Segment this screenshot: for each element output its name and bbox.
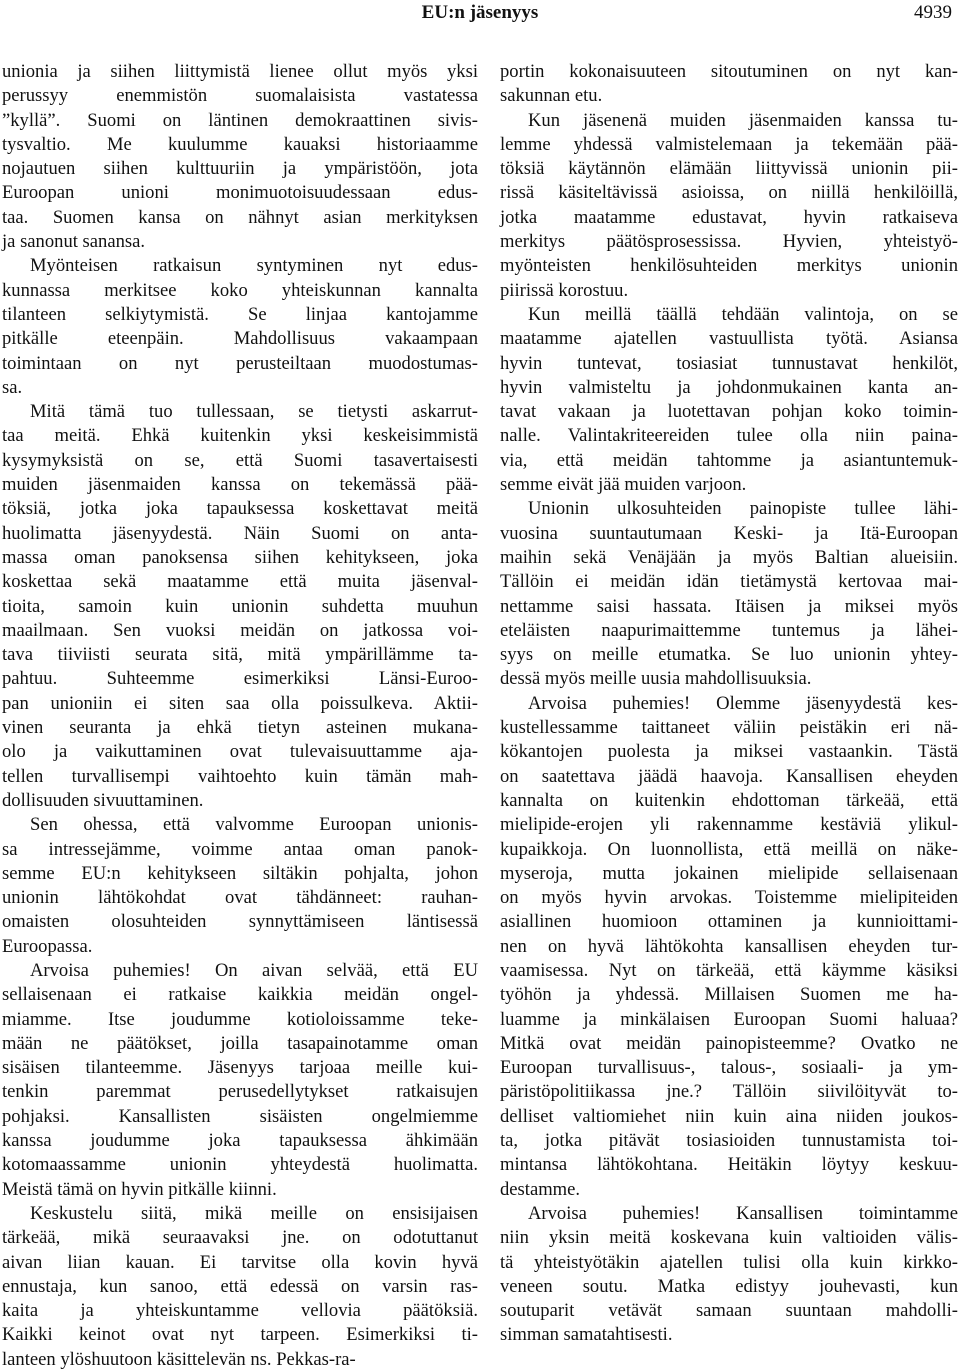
paragraph [2,60,478,254]
text-line: Unionin ulkosuhteiden painopiste tullee lähi- [528,498,958,520]
running-title: EU:n jäsenyys [421,2,539,23]
text-line: Mitä tämä tuo tullessaan, se tietysti askarrut- [30,401,478,423]
text-line: unionin lähtökohdat ovat tähdänneet: rauhan- [2,887,478,909]
text-line: Keskustelu siitä, mikä meille on ensisijaisen [30,1202,478,1224]
text-line: nettamme saisi hassata. Itäisen ja miksei myös [500,595,958,617]
text-line: nojautuen siihen kulttuuriin ja ympäristöön, jota [2,158,478,180]
text-line: kysymyksistä on se, että Suomi tasavertaisesti [2,449,478,471]
text-line: tellen turvallisempi vaihtoehto kuin tämän mah- [2,765,478,787]
text-line: tilanteen selkiytymistä. Se linjaa kantojamme [2,303,478,325]
text-line: Kaikki keinot ovat nyt tarpeen. Esimerkiksi ti- [2,1324,478,1346]
text-line: portin kokonaisuuteen sitoutuminen on nyt kan- [500,61,958,82]
text-line: Kun meillä täällä tehdään valintoja, on se [528,303,958,325]
text-line: Euroopassa. [2,935,93,957]
text-line: Arvoisa puhemies! Olemme jäsenyydestä kes- [528,692,958,714]
text-line: simman samatahtisesti. [500,1324,673,1346]
text-line: kanssa joudumme joka tapauksessa ähkimään [2,1130,478,1152]
text-line: kökantojen puolesta ja miksei vastaankin. Tästä [500,741,958,763]
text-line: huolimatta jäsenyydestä. Näin Suomi on anta- [2,522,478,544]
text-line: kannalta on kuitenkin ehdottoman tärkeää, että [500,789,958,811]
text-line: syys on meille etumatka. Se luo unionin yhtey- [500,644,958,666]
text-line: merkitys päätösprosessissa. Hyvien, yhteistyö- [500,231,958,253]
text-line: niin yksin meitä koskevana kuin valtioiden välis- [500,1227,958,1249]
text-line: rissä käsiteltävissä asioissa, on niillä henkilöillä, [500,182,958,204]
text-line: via, että meidän tahtomme ja asiantuntemuk- [500,449,958,471]
text-line: Euroopan turvallisuus-, talous-, sosiaali- ja ym- [500,1057,958,1079]
text-line: on saatettava jäädä haavoja. Kansallisen eheyden [500,765,958,787]
text-line: ta, jotka pitävät tosiasioiden tunnustamista toi- [500,1130,958,1152]
text-line: sakunnan etu. [500,85,603,107]
text-line: maailmaan. Sen vuoksi meidän on jatkossa voi- [2,619,478,641]
text-line: päristöpolitiikassa jne.? Tällöin siivilöityvät to- [500,1081,958,1103]
text-line: tä yhteistyötäkin ajatellen tulisi olla kuin kirkko- [500,1251,958,1273]
text-line: semme EU:n kehitykseen siltäkin pohjalta, johon [2,862,478,884]
paragraph [500,60,958,109]
text-line: sisäisen tilanteemme. Jäsenyys tarjoaa meille kui- [2,1057,478,1079]
text-line: Mitkä ovat meidän painopisteemme? Ovatko ne [500,1032,958,1054]
page-header [0,0,960,34]
text-line: tenkin paremmat perusedellytykset ratkaisujen [2,1081,478,1103]
text-line: Myönteisen ratkaisun syntyminen nyt edus- [30,255,478,277]
text-line: töksiä käytännön elämään liittyvissä unionin pii- [500,158,958,180]
text-line: Sen ohessa, että valvomme Euroopan unionis- [30,814,478,836]
text-line: tava tiiviisti seurata sitä, mitä ympärillämme ta- [2,644,478,666]
text-line: pan unioniin ei siten saa olla poissulkeva. Aktii- [2,692,478,714]
text-line: ennustaja, kun sanoo, että edessä on varsin ras- [2,1275,478,1297]
paragraph [500,1202,958,1348]
text-line: dollisuuden sivuuttaminen. [2,789,204,811]
paragraph [2,400,478,813]
page-number: 4939 [914,2,952,23]
text-line: Tällöin ei meidän idän tietämystä kertovaa mai- [500,571,958,593]
text-line: miamme. Itse joudumme kotioloissamme teke- [2,1008,478,1030]
text-line: unionia ja siihen liittymistä lienee ollut myös yksi [2,61,478,82]
text-line: kustellessamme taittaneet väliin peistäkin eri nä- [500,717,958,739]
text-line: vaamisessa. Nyt on tärkeää, että käymme käsiksi [500,959,958,981]
left-column [2,60,478,1372]
text-line: perussyy enemmistön suomalaisista vastatessa [2,85,478,107]
text-line: maihin sekä Venäjään ja myös Baltian alueisiin. [500,546,958,568]
text-line: pahtuu. Suhteemme esimerkiksi Länsi-Euroo- [2,668,478,690]
text-line: vinen seuranta ja ehkä tietyn asteinen mukana- [2,717,478,739]
text-line: tavat vakaan ja luotettavan pohjan koko toimin- [500,401,958,423]
text-line: Kun jäsenenä muiden jäsenmaiden kanssa tu- [528,109,958,131]
text-line: myseroja, mutta jokainen mielipide sellaisenaan [500,862,958,884]
text-line: lemme yhdessä valmistelemaan ja tekemään pää- [500,133,958,155]
paragraph [500,497,958,691]
text-line: muiden jäsenmaiden kanssa on tekemässä pää- [2,474,478,496]
text-line: koskettaa sekä maatamme että muita jäsenval- [2,571,478,593]
text-line: massa oman panoksensa siihen kehitykseen, joka [2,546,478,568]
text-line: toimintaan on nyt perusteiltaan muodostumas- [2,352,478,374]
text-line: vuosina suuntautumaan Keski- ja Itä-Euroopan [500,522,958,544]
paragraph [2,813,478,959]
text-line: ”kyllä”. Suomi on läntinen demokraattinen sivis- [2,109,478,131]
text-line: töksiä, jotka joka tapauksessa koskettavat meitä [2,498,478,520]
text-line: delliset valtiomiehet niin kuin aina niiden joukos- [500,1105,958,1127]
text-line: olo ja vaikuttaminen ovat tulevaisuuttamme aja- [2,741,478,763]
text-line: kaita ja yhteiskuntamme vellovia päätöksiä. [2,1300,478,1322]
text-line: työhön ja yhdessä. Millaisen Suomen me ha- [500,984,958,1006]
paragraph [500,109,958,303]
text-line: Euroopan unioni monimuotoisuudessaan edus- [2,182,478,204]
text-line: tärkeää, mikä seuraavaksi jne. on odotuttanut [2,1227,478,1249]
paragraph [2,959,478,1202]
text-line: omaisten olosuhteiden synnyttämiseen läntisessä [2,911,478,933]
text-line: maatamme ajatellen vastuullista työtä. Asiansa [500,328,958,350]
paragraph [500,692,958,1202]
text-line: taa meitä. Ehkä kuitenkin yksi keskeisimmistä [2,425,478,447]
text-line: sa. [2,376,23,398]
text-line: mielipide-erojen yli rakennamme kestäviä ylikul- [500,814,958,836]
text-line: kotomaassamme unionin yhteydestä huolimatta. [2,1154,478,1176]
text-line: destamme. [500,1178,581,1200]
text-line: asiallinen huomioon ottaminen ja kunnioittami- [500,911,958,933]
paragraph [2,1202,478,1372]
paragraph [500,303,958,497]
text-line: sa intressejämme, voimme antaa oman panok- [2,838,478,860]
paragraph [2,254,478,400]
text-line: Meistä tämä on hyvin pitkälle kiinni. [2,1178,277,1200]
text-line: nen on hyvä lähtökohta kansallisen eheyden tur- [500,935,958,957]
text-line: veneen soutu. Matka edistyy jouhevasti, kun [500,1275,958,1297]
text-line: piirissä korostuu. [500,279,629,301]
text-line: luamme ja minkälaisen Euroopan Suomi haluaa? [500,1008,958,1030]
text-line: hyvin tuntevat, tosiasiat tunnustavat henkilöt, [500,352,958,374]
text-line: mään ne päätökset, joilla tasapainotamme oman [2,1032,478,1054]
text-line: on myös hyvin arvokas. Toistemme mielipiteiden [500,887,958,909]
text-line: eteläisten naapurimaittemme tuntemus ja lähei- [500,619,958,641]
text-line: tysvaltio. Me kuulumme kauaksi historiaamme [2,133,478,155]
text-line: dessä myös meille uusia mahdollisuuksia. [500,668,812,690]
text-line: Arvoisa puhemies! On aivan selvää, että EU [30,959,478,981]
text-line: myönteisten henkilösuhteiden merkitys unionin [500,255,958,277]
text-line: semme eivät jää muiden varjoon. [500,474,747,496]
text-line: lanteen ylöshuutoon käsittelevän ns. Pekkas-ra- [2,1348,356,1370]
text-line: pohjaksi. Kansallisten sisäisten ongelmiemme [2,1105,478,1127]
text-line: jotka maatamme edustavat, hyvin ratkaiseva [500,206,958,228]
text-line: ja sanonut sanansa. [2,231,146,253]
text-line: kunnassa merkitsee koko yhteiskunnan kannalta [2,279,478,301]
text-line: aivan liian kauan. Ei tarvitse olla kovin hyvä [2,1251,478,1273]
text-line: kupaikkoja. On luonnollista, että meillä on näke- [500,838,958,860]
text-line: sellaisenaan ei ratkaise kaikkia meidän ongel- [2,984,478,1006]
text-line: tioita, samoin kuin unionin suhdetta muuhun [2,595,478,617]
right-column [500,60,958,1348]
text-line: nalle. Valintakriteereiden tulee olla niin paina- [500,425,958,447]
text-line: pitkälle eteenpäin. Mahdollisuus vakaampaan [2,328,478,350]
text-line: soutuparit vetävät samaan suuntaan mahdolli- [500,1300,958,1322]
text-line: Arvoisa puhemies! Kansallisen toimintamme [528,1202,958,1224]
text-line: taa. Suomen kansa on nähnyt asian merkityksen [2,206,478,228]
text-line: hyvin valmisteltu ja johdonmukainen kanta an- [500,376,958,398]
text-line: mintansa lähtökohtana. Heitäkin löytyy keskuu- [500,1154,958,1176]
